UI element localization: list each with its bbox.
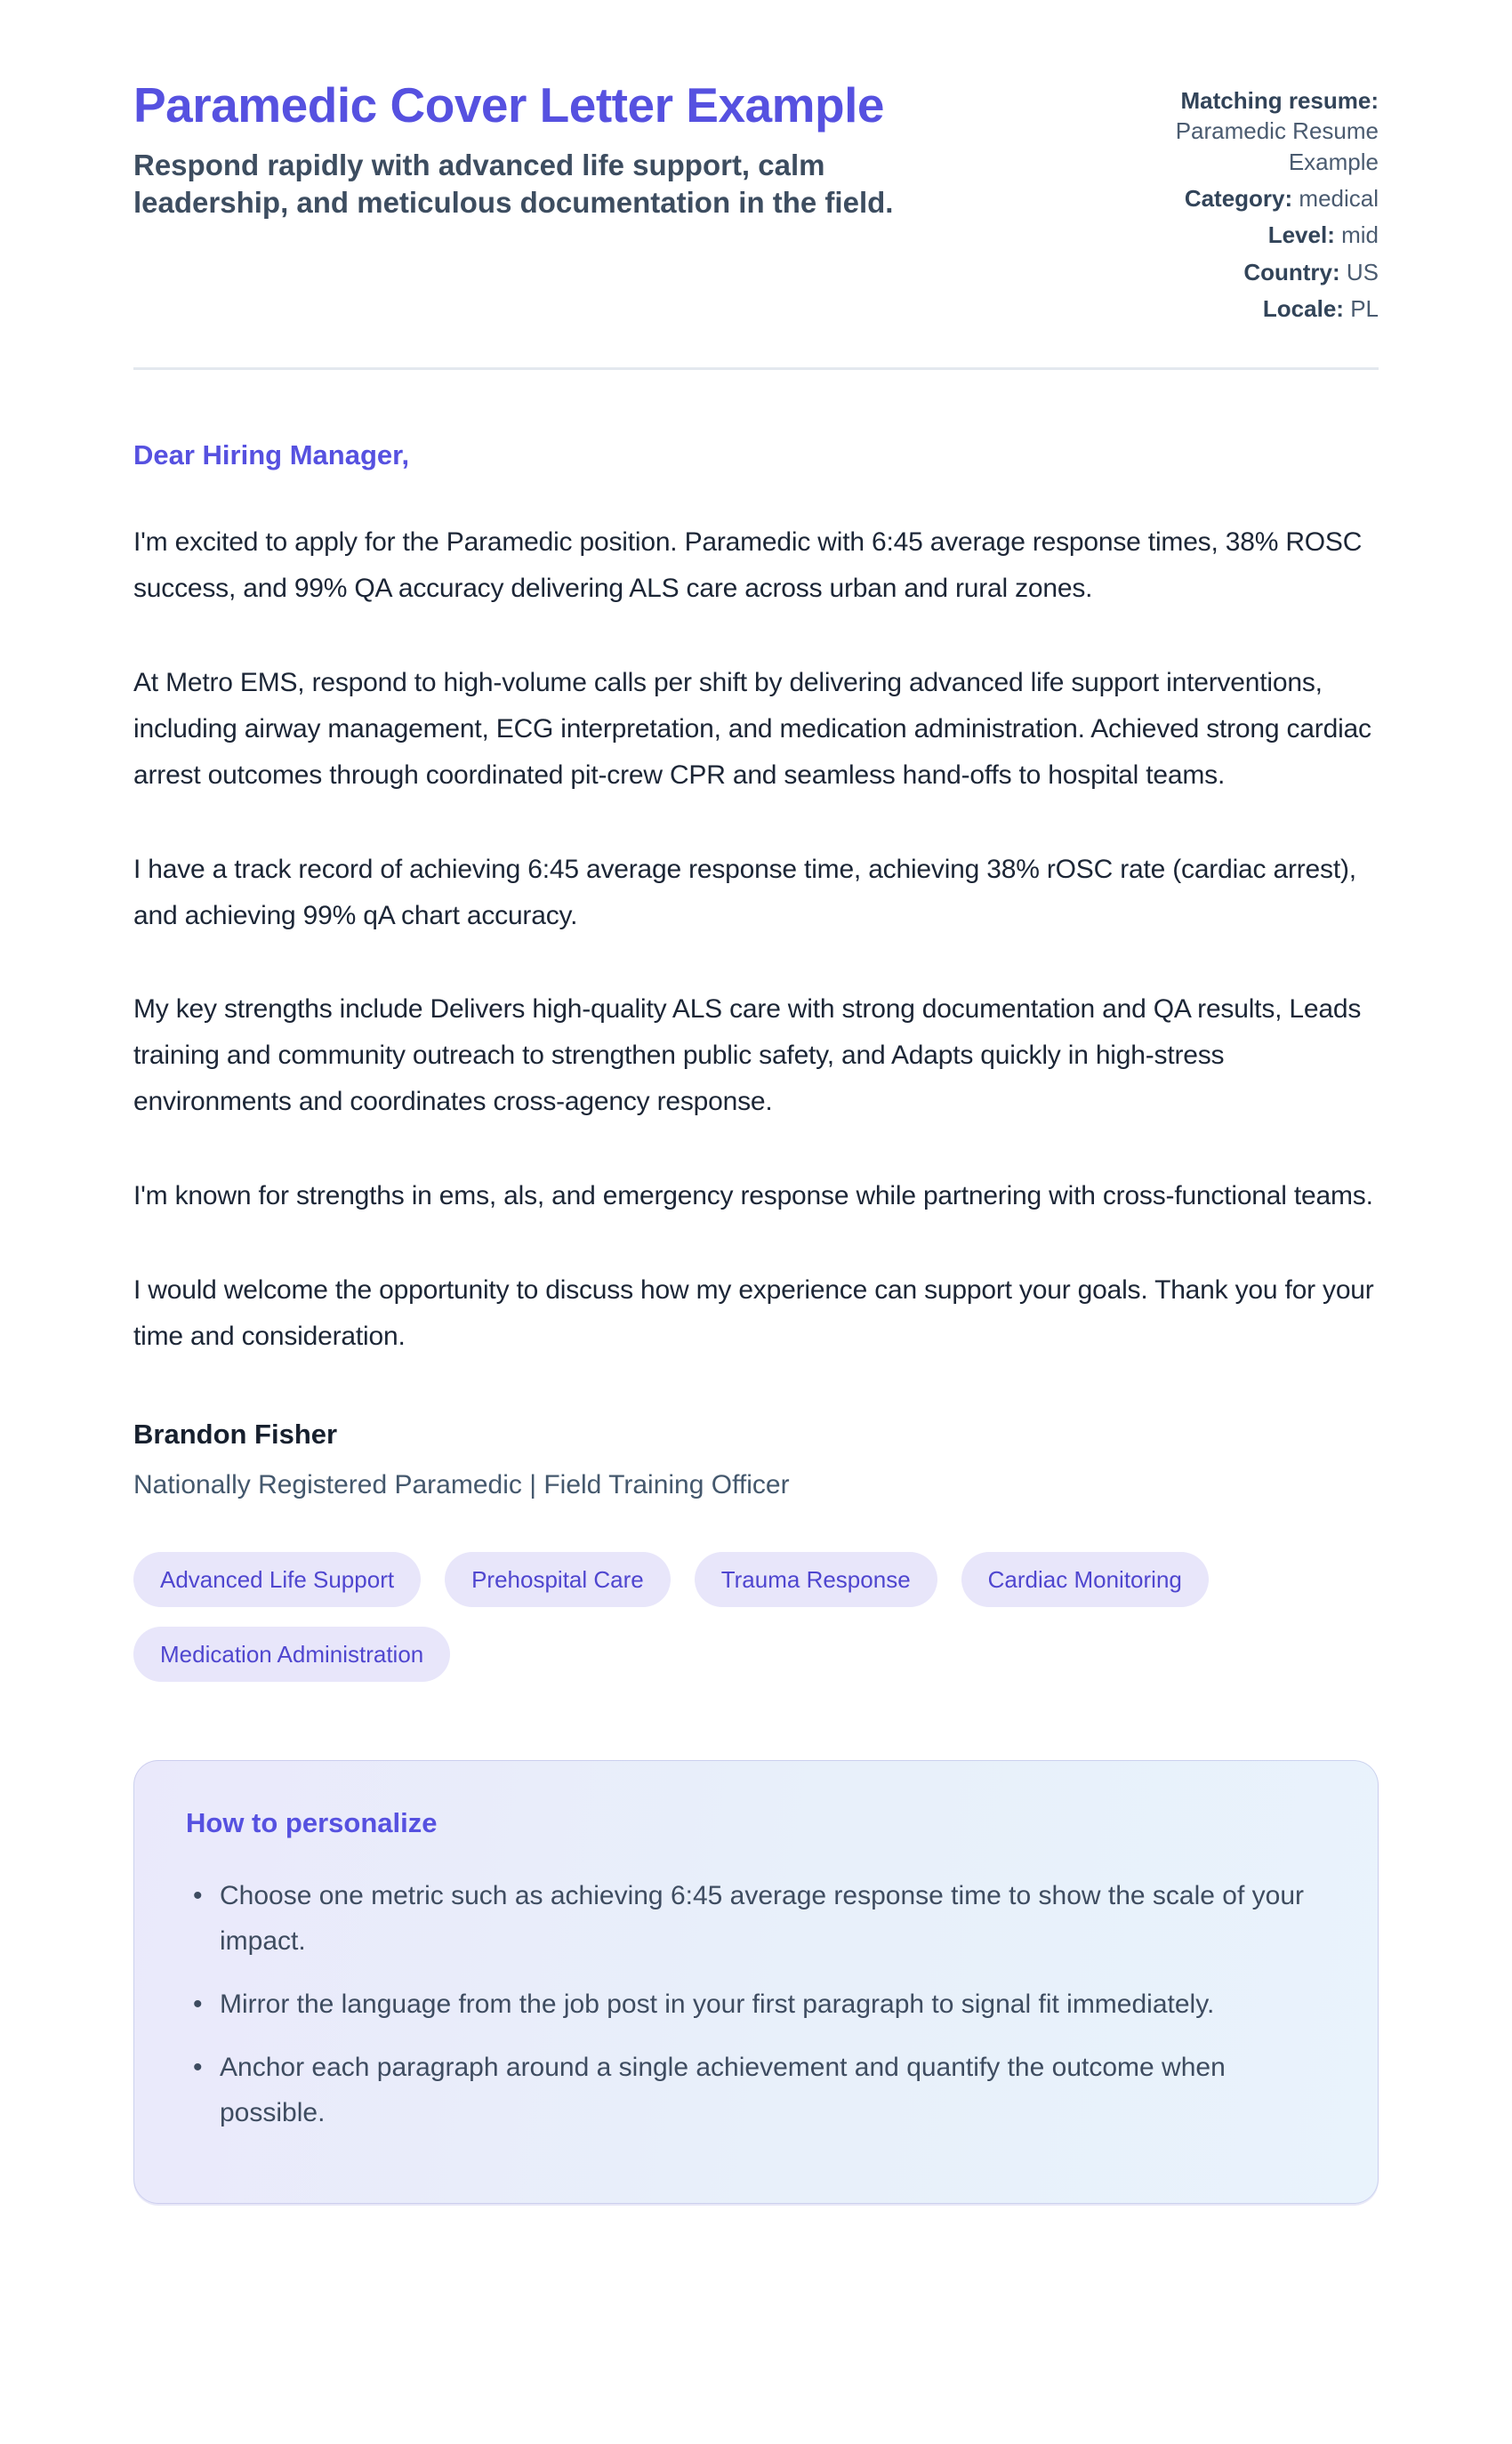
page-header xyxy=(133,78,1379,330)
personalize-tips-card xyxy=(133,1760,1379,2204)
letter-paragraph: I'm excited to apply for the Paramedic position. Paramedic with 6:45 average response times, 38% ROSC success, and 99% QA accuracy delivering ALS care across urban and rural zones. xyxy=(133,527,1363,604)
skill-chip: Advanced Life Support xyxy=(133,1552,421,1607)
meta-value: PL xyxy=(1350,294,1379,322)
signature-block xyxy=(133,1419,1379,1500)
letter-body xyxy=(133,439,1379,1500)
page-title: Paramedic Cover Letter Example xyxy=(133,77,884,133)
skill-chip-list xyxy=(133,1552,1245,1682)
bullet-icon: • xyxy=(193,1880,203,1910)
meta-label: Level: xyxy=(1267,221,1335,249)
meta-label: Locale: xyxy=(1262,294,1344,322)
bullet-icon: • xyxy=(193,1989,203,2019)
meta-row-level xyxy=(1085,220,1379,250)
tip-item xyxy=(186,2045,1307,2135)
meta-row-country xyxy=(1085,257,1379,287)
signature-title: Nationally Registered Paramedic | Field Training Officer xyxy=(133,1469,790,1499)
letter-paragraph: I have a track record of achieving 6:45 average response time, achieving 38% rOSC rate (cardiac arrest), and achieving 99% qA chart accuracy. xyxy=(133,854,1356,930)
letter-paragraph: I would welcome the opportunity to discuss how my experience can support your goals. Thank you for your time and consideration. xyxy=(133,1274,1374,1351)
meta-row-category xyxy=(1085,183,1379,213)
meta-label: Matching resume: xyxy=(1180,87,1379,114)
page-subtitle: Respond rapidly with advanced life support, calm leadership, and meticulous documentation in the field. xyxy=(133,148,894,219)
skill-chip: Trauma Response xyxy=(695,1552,937,1607)
header-divider xyxy=(133,367,1379,370)
meta-value: US xyxy=(1346,258,1379,285)
meta-panel xyxy=(1085,78,1379,330)
meta-label: Country: xyxy=(1243,258,1340,285)
tip-item xyxy=(186,1982,1307,2027)
tip-text: Anchor each paragraph around a single achievement and quantify the outcome when possible. xyxy=(220,2052,1226,2127)
tips-list xyxy=(186,1873,1326,2135)
meta-value: mid xyxy=(1341,221,1379,249)
header-title-block xyxy=(133,78,969,221)
signature-name: Brandon Fisher xyxy=(133,1418,338,1450)
meta-row-matching-resume xyxy=(1085,85,1379,177)
meta-row-locale xyxy=(1085,293,1379,324)
letter-paragraph: My key strengths include Delivers high-quality ALS care with strong documentation and QA results, Leads training and community outreach to strengthen public safety, and Adapts quickly in high-stress environments and coordinates cross-agency response. xyxy=(133,994,1362,1117)
tip-text: Choose one metric such as achieving 6:45 average response time to show the scale of your impact. xyxy=(220,1880,1305,1956)
bullet-icon: • xyxy=(193,2052,203,2082)
skill-chip: Medication Administration xyxy=(133,1627,450,1682)
tips-title: How to personalize xyxy=(186,1806,438,1838)
letter-paragraph: I'm known for strengths in ems, als, and emergency response while partnering with cross-functional teams. xyxy=(133,1181,1373,1211)
meta-value: Paramedic Resume Example xyxy=(1175,117,1379,175)
letter-paragraph: At Metro EMS, respond to high-volume calls per shift by delivering advanced life support interventions, including airway management, ECG interpretation, and medication administration. Achieved strong cardiac arrest outcomes through coordinated pit-crew CPR and seamless hand-offs to hospital teams. xyxy=(133,667,1371,790)
meta-value: medical xyxy=(1299,184,1379,212)
tip-item xyxy=(186,1873,1307,1964)
meta-label: Category: xyxy=(1184,184,1293,212)
skill-chip: Cardiac Monitoring xyxy=(961,1552,1209,1607)
tip-text: Mirror the language from the job post in your first paragraph to signal fit immediately. xyxy=(220,1989,1215,2019)
salutation: Dear Hiring Manager, xyxy=(133,439,410,471)
skill-chip: Prehospital Care xyxy=(445,1552,671,1607)
